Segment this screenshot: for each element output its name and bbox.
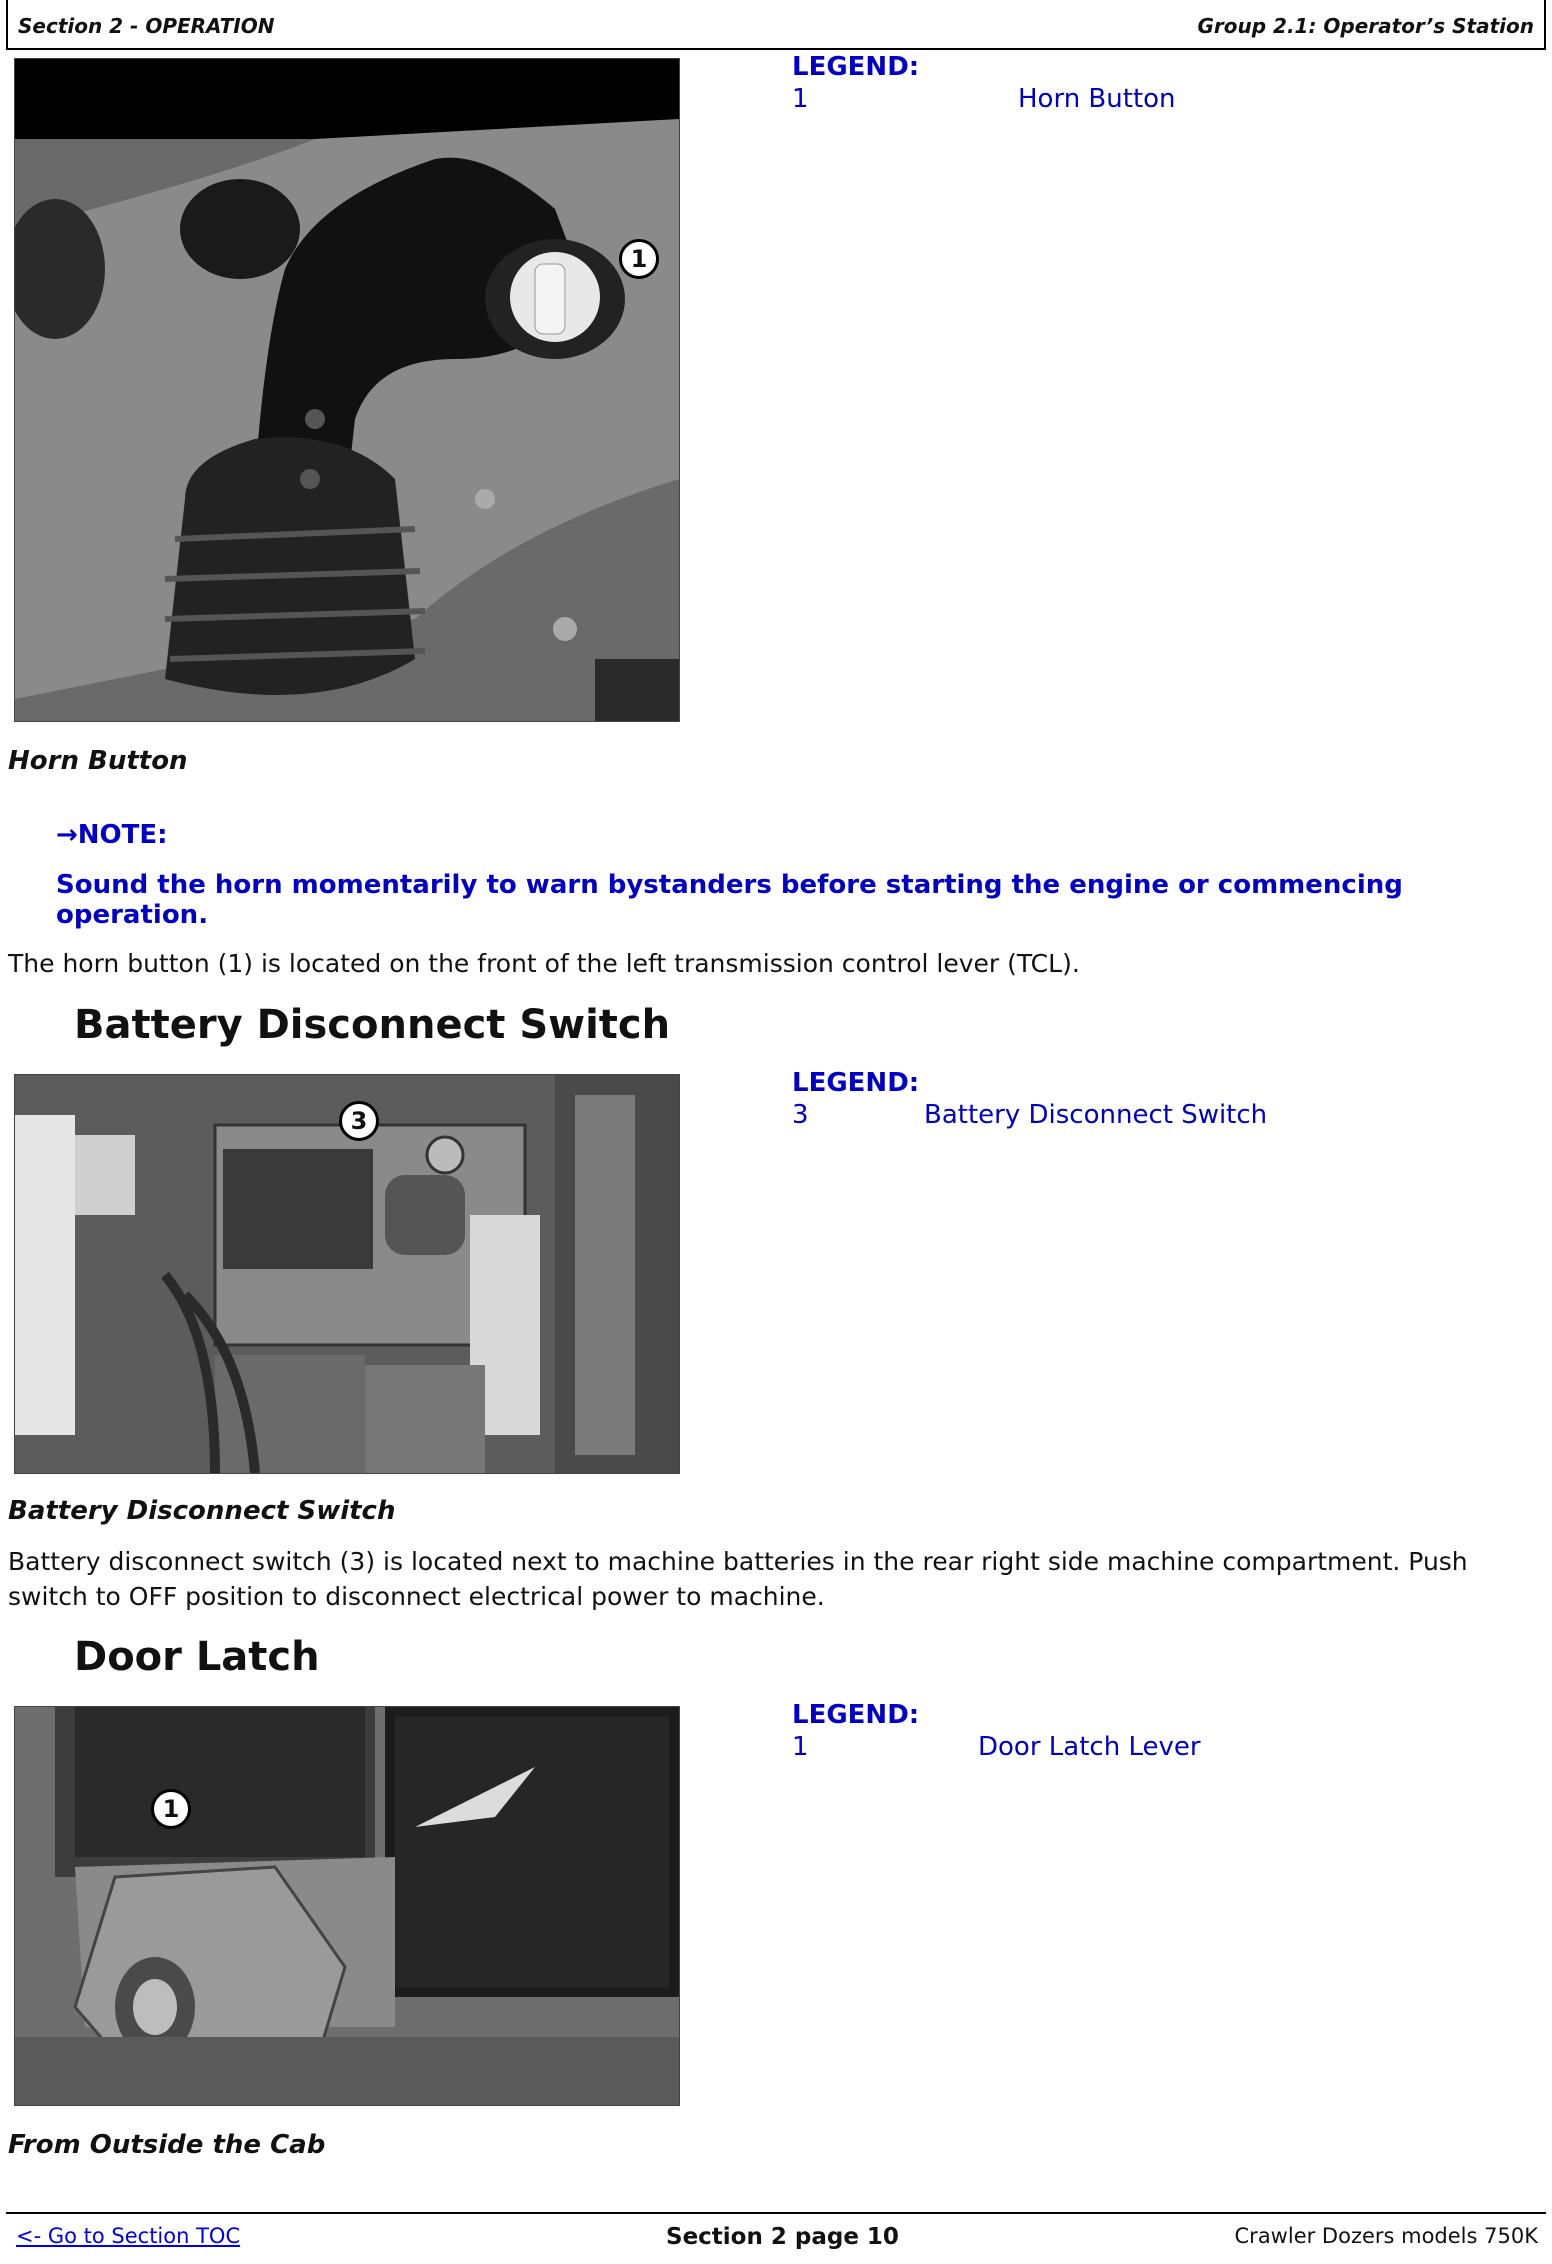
page-header — [6, 0, 1546, 50]
legend-title: LEGEND: — [792, 52, 920, 82]
legend-title: LEGEND: — [792, 1068, 920, 1098]
door-legend-label: Door Latch Lever — [978, 1732, 1201, 1762]
horn-legend — [792, 52, 919, 82]
battery-legend-num: 3 — [792, 1100, 809, 1130]
door-callout: 1 — [151, 1789, 191, 1829]
battery-photo — [14, 1074, 680, 1474]
horn-legend-label: Horn Button — [1018, 84, 1176, 114]
note-text: Sound the horn momentarily to warn bystanders before starting the engine or commencing operation. — [56, 870, 1403, 930]
legend-title: LEGEND: — [792, 1700, 920, 1730]
battery-heading: Battery Disconnect Switch — [74, 1002, 671, 1048]
battery-caption: Battery Disconnect Switch — [8, 1496, 396, 1526]
horn-caption: Horn Button — [8, 746, 188, 776]
model-name: Crawler Dozers models 750K — [1234, 2224, 1538, 2248]
door-caption: From Outside the Cab — [8, 2130, 326, 2160]
note-title: →NOTE: — [56, 820, 168, 850]
horn-photo — [14, 58, 680, 722]
header-group: Group 2.1: Operator’s Station — [1197, 14, 1534, 38]
door-legend-num: 1 — [792, 1732, 809, 1762]
horn-callout: 1 — [619, 239, 659, 279]
battery-legend-label: Battery Disconnect Switch — [924, 1100, 1268, 1130]
horn-legend-num: 1 — [792, 84, 809, 114]
door-heading: Door Latch — [74, 1634, 320, 1680]
door-legend — [792, 1700, 919, 1730]
door-photo — [14, 1706, 680, 2106]
page-number: Section 2 page 10 — [666, 2224, 899, 2250]
battery-legend — [792, 1068, 919, 1098]
section-toc-link[interactable]: <- Go to Section TOC — [16, 2224, 241, 2248]
battery-callout: 3 — [339, 1101, 379, 1141]
battery-body: Battery disconnect switch (3) is located next to machine batteries in the rear right side machine compartment. Push switch to OFF position to disconnect electrical power to machine. — [8, 1547, 1468, 1611]
footer-divider — [6, 2212, 1546, 2214]
header-section: Section 2 - OPERATION — [18, 14, 275, 38]
horn-body: The horn button (1) is located on the front of the left transmission control lever (TCL). — [8, 949, 1080, 978]
